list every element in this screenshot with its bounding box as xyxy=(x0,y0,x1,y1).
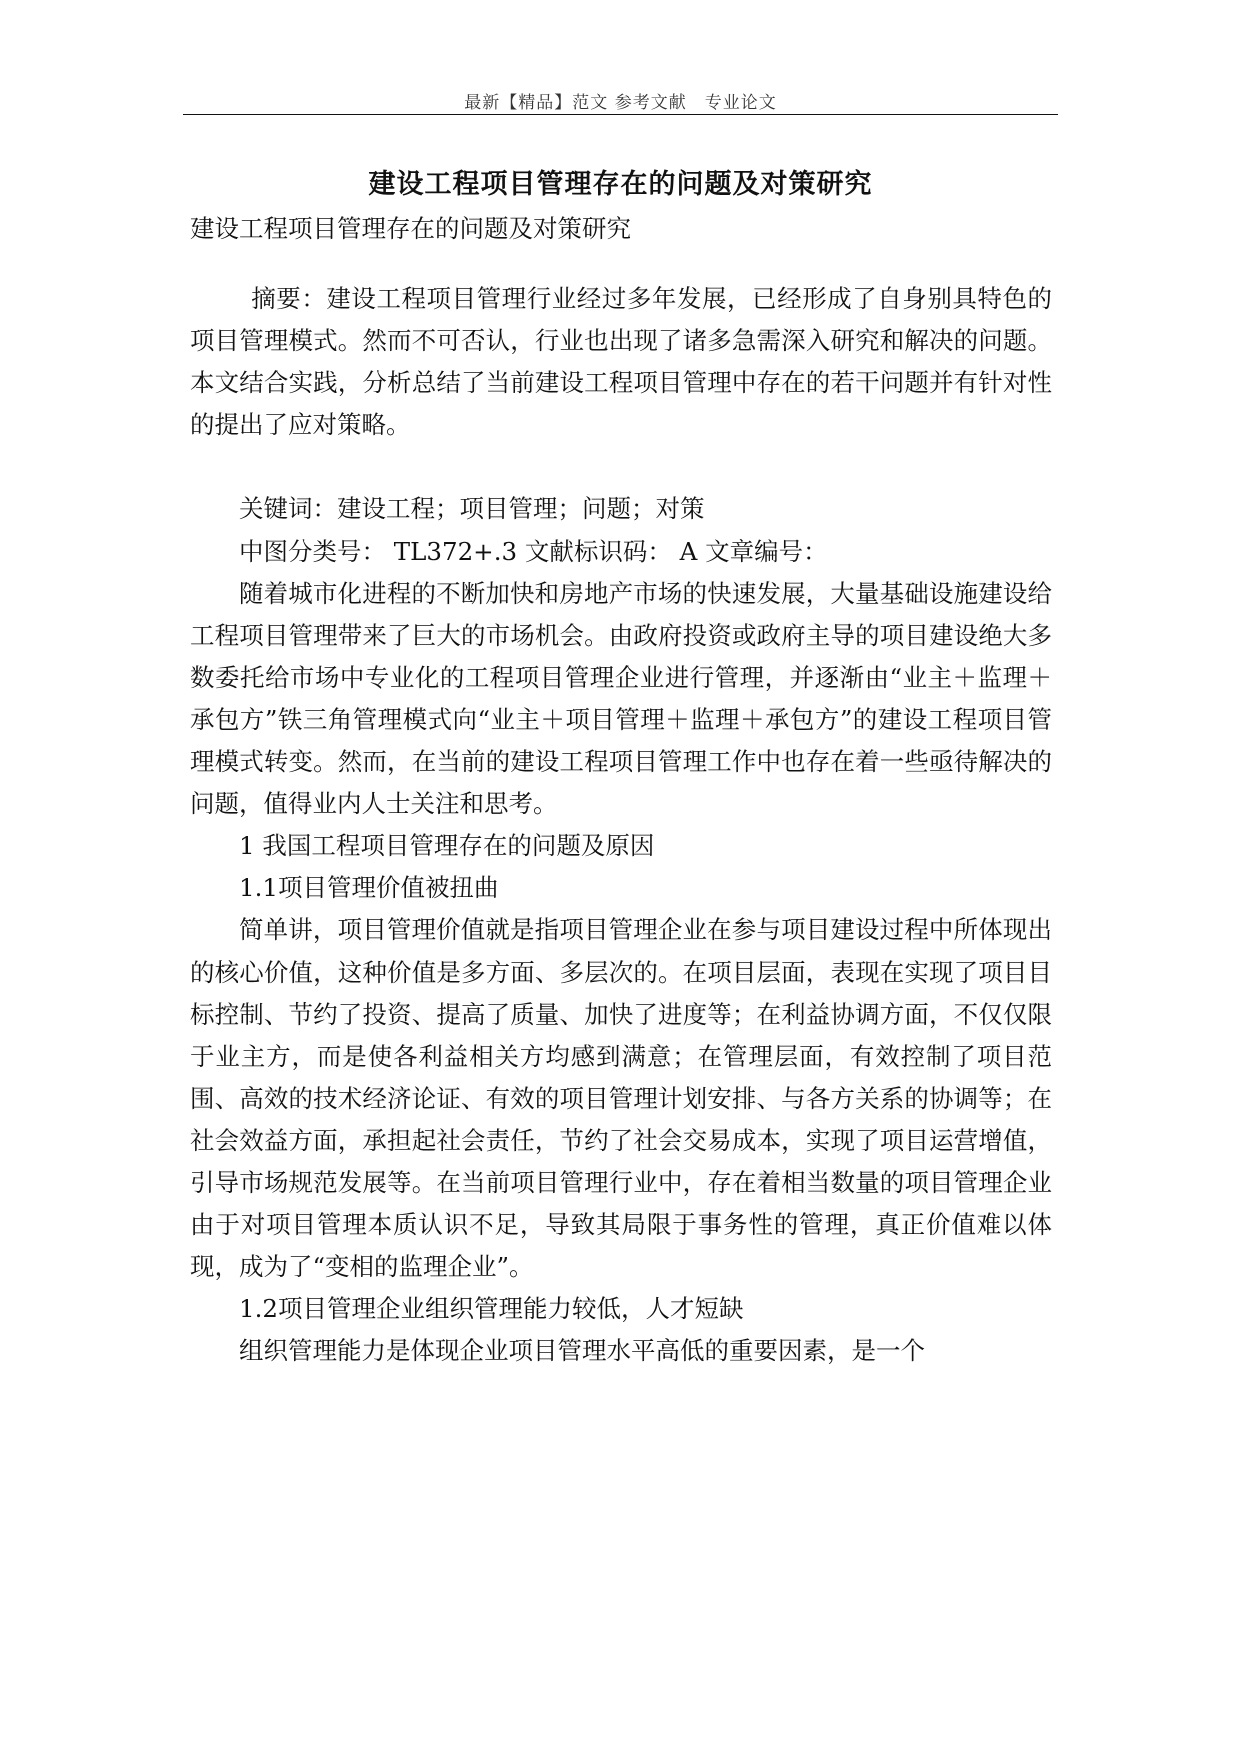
abstract: 摘要：建设工程项目管理行业经过多年发展，已经形成了自身别具特色的项目管理模式。然而不可否认，行业也出现了诸多急需深入研究和解决的问题。本文结合实践，分析总结了当前建设工程项目管理中存在的若干问题并有针对性的提出了应对策略。 xyxy=(190,284,1052,440)
section-1-1-paragraph: 简单讲，项目管理价值就是指项目管理企业在参与项目建设过程中所体现出的核心价值，这种价值是多方面、多层次的。在项目层面，表现在实现了项目目标控制、节约了投资、提高了质量、加快了进度等；在利益协调方面，不仅仅限于业主方，而是使各利益相关方均感到满意；在管理层面，有效控制了项目范围、高效的技术经济论证、有效的项目管理计划安排、与各方关系的协调等；在社会效益方面，承担起社会责任，节约了社会交易成本，实现了项目运营增值，引导市场规范发展等。在当前项目管理行业中，存在着相当数量的项目管理企业由于对项目管理本质认识不足，导致其局限于事务性的管理，真正价值难以体现，成为了“变相的监理企业”。 xyxy=(190,915,1052,1282)
page-header: 最新【精品】范文 参考文献 专业论文 xyxy=(464,93,777,113)
spacer xyxy=(190,250,1052,278)
keywords: 关键词：建设工程；项目管理；问题；对策 xyxy=(239,494,705,524)
intro-paragraph: 随着城市化进程的不断加快和房地产市场的快速发展，大量基础设施建设给工程项目管理带来了巨大的市场机会。由政府投资或政府主导的项目建设绝大多数委托给市场中专业化的工程项目管理企业进行管理，并逐渐由“业主＋监理＋承包方”铁三角管理模式向“业主＋项目管理＋监理＋承包方”的建设工程项目管理模式转变。然而，在当前的建设工程项目管理工作中也存在着一些亟待解决的问题，值得业内人士关注和思考。 xyxy=(190,578,1052,819)
spacer xyxy=(190,446,1052,488)
classification-line: 中图分类号： TL372+.3 文献标识码： A 文章编号： xyxy=(239,536,828,566)
section-heading-1-2: 1.2项目管理企业组织管理能力较低，人才短缺 xyxy=(239,1294,744,1324)
document-title: 建设工程项目管理存在的问题及对策研究 xyxy=(368,169,873,200)
section-1-2-paragraph: 组织管理能力是体现企业项目管理水平高低的重要因素，是一个 xyxy=(239,1336,925,1366)
document-body xyxy=(190,208,1052,1372)
section-heading-1: 1 我国工程项目管理存在的问题及原因 xyxy=(239,831,655,861)
subtitle: 建设工程项目管理存在的问题及对策研究 xyxy=(190,214,631,243)
header-divider xyxy=(183,114,1058,115)
section-heading-1-1: 1.1项目管理价值被扭曲 xyxy=(239,873,499,903)
